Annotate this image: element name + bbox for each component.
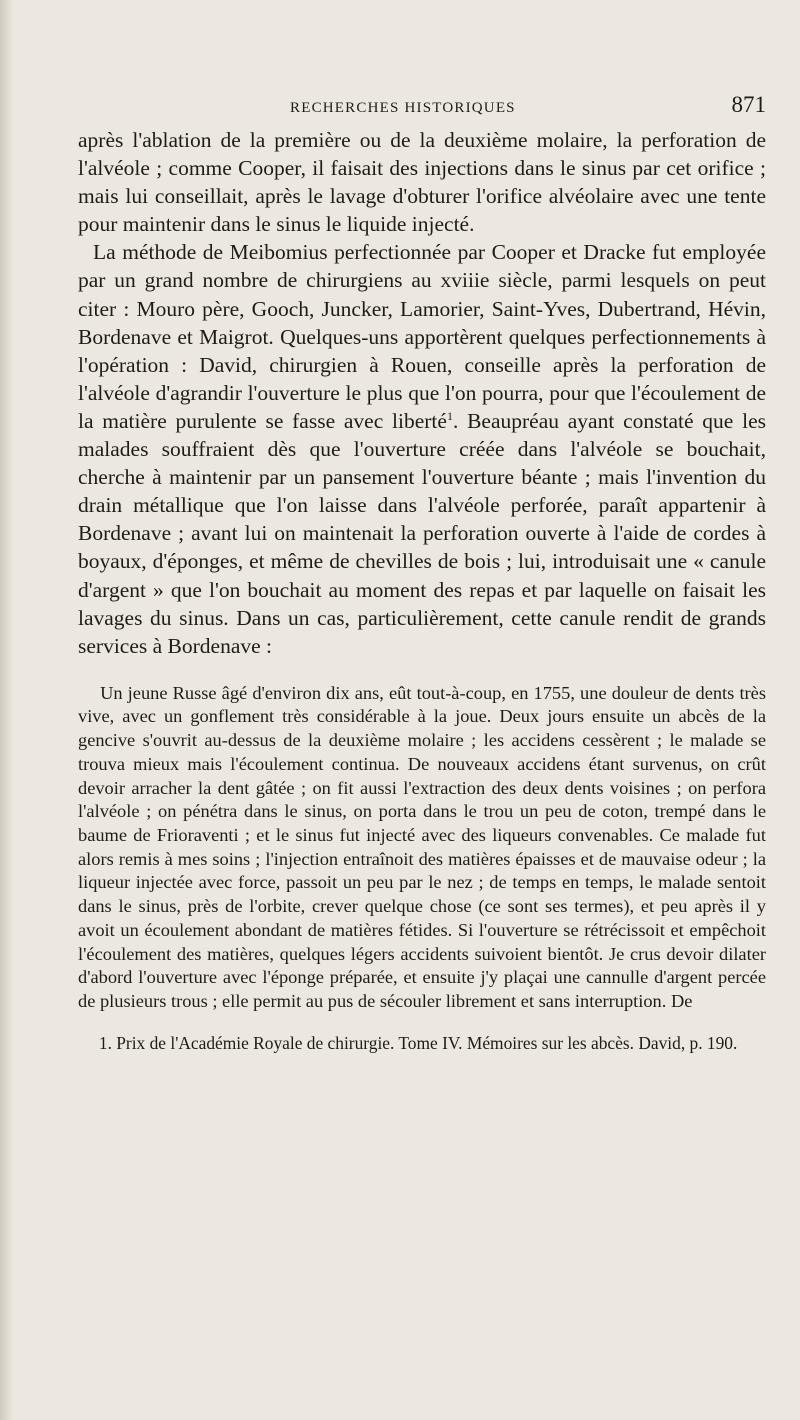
page-edge [0, 0, 14, 1420]
footnote [78, 1032, 766, 1055]
paragraph [78, 238, 766, 659]
footnote-reference: 1 [446, 408, 453, 423]
running-title: RECHERCHES HISTORIQUES [290, 100, 516, 116]
body-text [78, 126, 766, 660]
page-number: 871 [731, 92, 766, 117]
block-quotation [78, 682, 766, 1014]
paragraph-text: La méthode de Meibomius perfectionnée par Cooper et Dracke fut employée par un grand nombre de chirurgiens au xviiie siècle, parmi lesquels on peut citer : Mouro père, Gooch, Juncker, Lamorier, Saint-Yves, Dubertrand, Hévin, Bordenave et Maigrot. Quelques-uns apportèrent quelques perfectionnements à l'opération : David, chirurgien à Rouen, conseille après la perforation de l'alvéole d'agrandir l'ouverture le plus que l'on pourra, pour que l'écoulement de la matière purulente se fasse avec liberté [78, 240, 766, 433]
running-head [78, 92, 766, 126]
footnote-text: 1. Prix de l'Académie Royale de chirurgie. Tome IV. Mémoires sur les abcès. David, p. 190. [98, 1032, 738, 1053]
paragraph: après l'ablation de la première ou de la deuxième molaire, la perforation de l'alvéole ; comme Cooper, il faisait des injections dans le sinus par cet orifice ; mais lui conseillait, après le lavage d'obturer l'orifice alvéolaire avec une tente pour maintenir dans le sinus le liquide injecté. [78, 128, 766, 237]
quotation-text: Un jeune Russe âgé d'environ dix ans, eût tout-à-coup, en 1755, une douleur de dents très vive, avec un gonflement très considérable à la joue. Deux jours ensuite un abcès de la gencive s'ouvrit au-dessus de la deuxième molaire ; les accidens cessèrent ; le malade se trouva mieux mais l'écoulement continua. De nouveaux accidens étant survenus, on crût devoir arracher la dent gâtée ; on fit aussi l'extraction des deux dents voisines ; on perfora l'alvéole ; on pénétra dans le sinus, on porta dans le trou un peu de coton, trempé dans le baume de Frioraventi ; et le sinus fut injecté avec des liqueurs convenables. Ce malade fut alors remis à mes soins ; l'injection entraînoit des matières épaisses et de mauvaise odeur ; la liqueur injectée avec force, passoit un peu par le nez ; de temps en temps, le malade sentoit dans le sinus, près de l'orbite, crever quelque chose (ce sont ses termes), et peu après il y avoit un écoulement abondant de matières fétides. Si l'ouverture se rétrécissoit et empêchoit l'écoulement des matières, quelques légers accidents suivoient bientôt. Je crus devoir dilater d'abord l'ouverture avec l'éponge préparée, et ensuite j'y plaçai une cannulle d'argent percée de plusieurs trous ; elle permit au pus de sécouler librement et sans interruption. De [78, 682, 766, 1011]
book-page [78, 92, 766, 1055]
paragraph-text: . Beaupréau ayant constaté que les malades souffraient dès que l'ouverture créée dans l'alvéole se bouchait, cherche à maintenir par un pansement l'ouverture béante ; mais l'invention du drain métallique que l'on laisse dans l'alvéole perforée, paraît appartenir à Bordenave ; avant lui on maintenait la perforation ouverte à l'aide de cordes à boyaux, d'éponges, et même de chevilles de bois ; lui, introduisait une « canule d'argent » que l'on bouchait au moment des repas et par laquelle on faisait les lavages du sinus. Dans un cas, particulièrement, cette canule rendit de grands services à Bordenave : [78, 408, 766, 658]
